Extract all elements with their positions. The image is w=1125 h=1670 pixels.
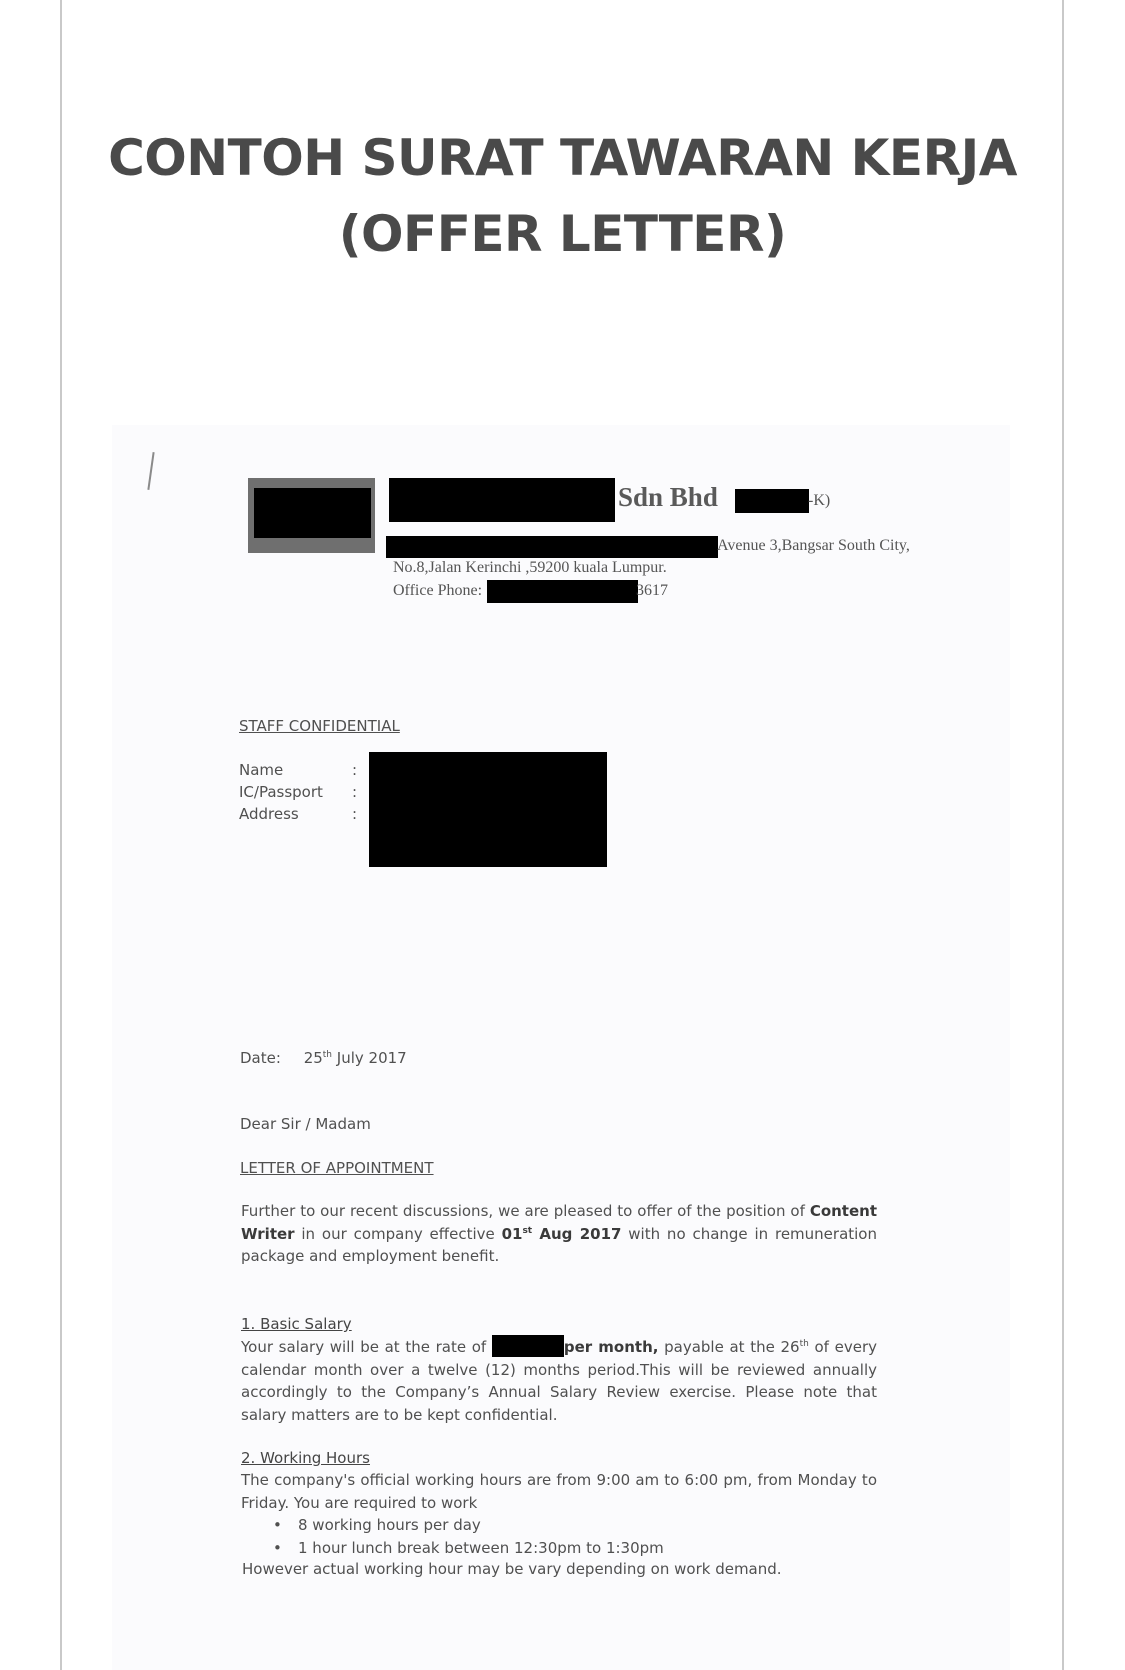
date-line xyxy=(240,1049,407,1067)
date-rest: July 2017 xyxy=(336,1049,407,1067)
working-hours-list xyxy=(270,1514,664,1559)
intro-part-3: with no change in remuneration package and employment benefit. xyxy=(241,1224,877,1265)
effective-day-suffix: st xyxy=(522,1225,533,1236)
field-label-address: Address xyxy=(239,805,299,823)
effective-month-year: Aug 2017 xyxy=(532,1224,622,1243)
basic-salary-paragraph xyxy=(241,1335,877,1426)
page-title-line-1: CONTOH SURAT TAWARAN KERJA xyxy=(108,129,1017,187)
date-day: 25 xyxy=(303,1049,323,1067)
logo-redaction xyxy=(254,488,371,538)
basic-salary-heading: 1. Basic Salary xyxy=(241,1315,352,1333)
salary-day-suffix: th xyxy=(799,1339,809,1349)
address-line-1: Avenue 3,Bangsar South City, xyxy=(717,537,910,554)
phone-label: Office Phone: xyxy=(393,582,483,599)
field-sep-address: : xyxy=(352,805,358,823)
personal-details-redaction xyxy=(369,752,607,867)
letter-subject: LETTER OF APPOINTMENT xyxy=(240,1159,434,1177)
working-hours-heading: 2. Working Hours xyxy=(241,1449,370,1467)
field-label-name: Name xyxy=(239,761,284,779)
address-line-2: No.8,Jalan Kerinchi ,59200 kuala Lumpur. xyxy=(393,559,667,576)
company-suffix: Sdn Bhd xyxy=(618,482,718,512)
salary-per-month: per month, xyxy=(563,1338,659,1356)
company-reg-suffix: -K) xyxy=(808,492,831,509)
page-title xyxy=(100,120,1025,272)
right-frame-border xyxy=(1062,0,1064,1670)
working-hours-intro: The company's official working hours are from 9:00 am to 6:00 pm, from Monday to Friday. You are required to work xyxy=(241,1471,877,1512)
intro-part-2: in our company effective xyxy=(294,1224,502,1243)
intro-paragraph xyxy=(241,1200,877,1268)
salary-part-3: of every calendar month over a twelve (12) months period.This will be reviewed annually accordingly to the Company’s Annual Salary Review exercise. Please note that salary matters are to be kept confidential. xyxy=(241,1338,877,1424)
field-sep-ic-passport: : xyxy=(352,783,358,801)
date-day-suffix: th xyxy=(322,1050,333,1060)
page-title-line-2: (OFFER LETTER) xyxy=(338,205,787,263)
effective-day: 01 xyxy=(501,1224,523,1243)
salutation: Dear Sir / Madam xyxy=(240,1115,371,1133)
position-title: Content Writer xyxy=(241,1202,877,1243)
list-item: • 1 hour lunch break between 12:30pm to 1:30pm xyxy=(270,1537,664,1560)
company-name-redaction xyxy=(389,478,615,522)
list-item: • 8 working hours per day xyxy=(270,1514,664,1537)
address-redaction xyxy=(386,536,718,558)
phone-redaction xyxy=(487,580,638,603)
field-sep-name: : xyxy=(352,761,358,779)
salary-part-1: Your salary will be at the rate of xyxy=(241,1338,492,1356)
phone-suffix: 3617 xyxy=(636,582,668,599)
working-hours-footer: However actual working hour may be vary depending on work demand. xyxy=(242,1560,782,1578)
company-reg-redaction xyxy=(735,489,809,513)
field-label-ic-passport: IC/Passport xyxy=(239,783,323,801)
staff-confidential-heading: STAFF CONFIDENTIAL xyxy=(239,717,400,735)
salary-amount-redaction xyxy=(492,1335,564,1357)
salary-part-2: payable at the 26 xyxy=(658,1338,800,1356)
left-frame-border xyxy=(60,0,62,1670)
date-label: Date: xyxy=(240,1049,281,1067)
intro-part-1: Further to our recent discussions, we are pleased to offer of the position of xyxy=(241,1202,810,1220)
